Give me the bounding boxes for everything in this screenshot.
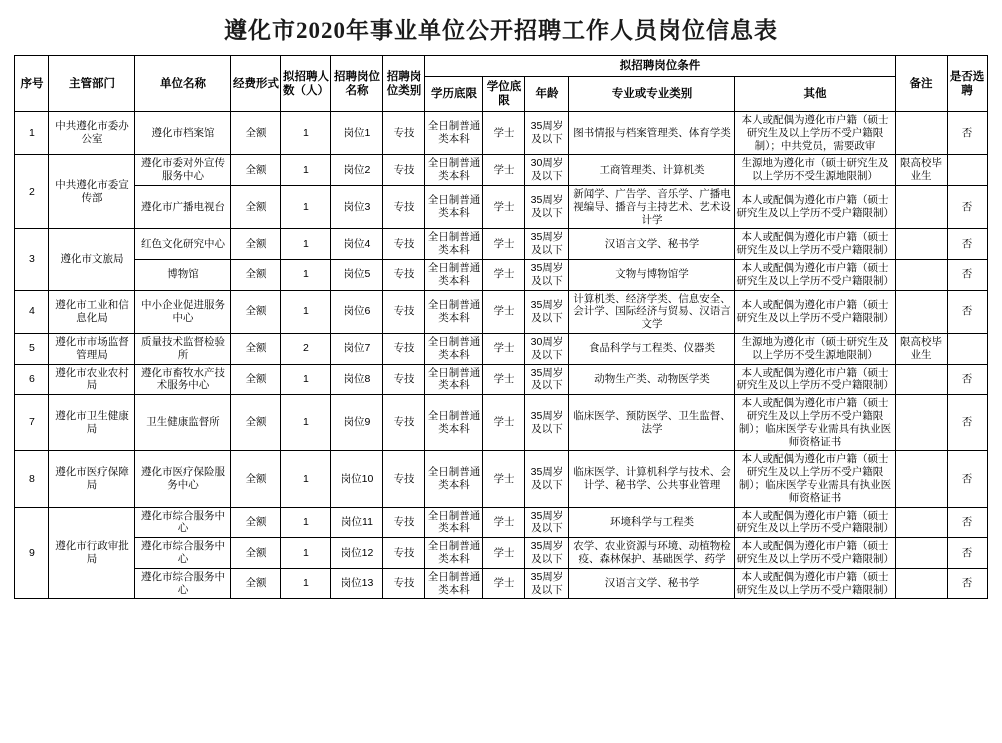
cell-post_type: 专技 (383, 568, 425, 599)
cell-seq: 3 (15, 229, 49, 290)
cell-unit: 遵化市医疗保险服务中心 (135, 451, 231, 507)
cell-post_type: 专技 (383, 334, 425, 365)
col-header-select: 是否选聘 (947, 56, 987, 112)
table-row (15, 186, 987, 229)
cell-degree: 学士 (483, 155, 525, 186)
cell-remark: 限高校毕业生 (895, 155, 947, 186)
cell-unit: 质量技术监督检验所 (135, 334, 231, 365)
cell-seq: 1 (15, 112, 49, 155)
cell-major: 汉语言文学、秘书学 (569, 229, 735, 260)
cell-unit: 遵化市委对外宣传服务中心 (135, 155, 231, 186)
cell-post_type: 专技 (383, 260, 425, 291)
cell-dept: 遵化市市场监督管理局 (49, 334, 135, 365)
cell-edu: 全日制普通类本科 (425, 364, 483, 395)
cell-select: 否 (947, 451, 987, 507)
cell-edu: 全日制普通类本科 (425, 538, 483, 569)
cell-post_name: 岗位11 (331, 507, 383, 538)
cell-edu: 全日制普通类本科 (425, 334, 483, 365)
cell-dept: 遵化市文旅局 (49, 229, 135, 290)
cell-major: 食品科学与工程类、仪器类 (569, 334, 735, 365)
cell-post_type: 专技 (383, 290, 425, 333)
cell-post_type: 专技 (383, 538, 425, 569)
cell-num: 1 (281, 155, 331, 186)
cell-major: 文物与博物馆学 (569, 260, 735, 291)
cell-fund: 全额 (231, 507, 281, 538)
cell-num: 1 (281, 538, 331, 569)
table-row (15, 290, 987, 333)
cell-major: 图书情报与档案管理类、体育学类 (569, 112, 735, 155)
cell-other: 本人或配偶为遵化市户籍（硕士研究生及以上学历不受户籍限制） (735, 507, 895, 538)
cell-select: 否 (947, 290, 987, 333)
cell-remark (895, 395, 947, 451)
cell-fund: 全额 (231, 155, 281, 186)
cell-edu: 全日制普通类本科 (425, 507, 483, 538)
cell-degree: 学士 (483, 451, 525, 507)
cell-fund: 全额 (231, 186, 281, 229)
col-header-conditions-group: 拟招聘岗位条件 (425, 56, 895, 77)
cell-fund: 全额 (231, 229, 281, 260)
table-body (15, 112, 987, 599)
cell-other: 本人或配偶为遵化市户籍（硕士研究生及以上学历不受户籍限制） (735, 229, 895, 260)
cell-degree: 学士 (483, 186, 525, 229)
cell-num: 1 (281, 229, 331, 260)
cell-select: 否 (947, 395, 987, 451)
recruitment-info-table (14, 55, 987, 599)
cell-fund: 全额 (231, 290, 281, 333)
table-row (15, 568, 987, 599)
col-header-fund: 经费形式 (231, 56, 281, 112)
cell-unit: 遵化市广播电视台 (135, 186, 231, 229)
cell-post_name: 岗位1 (331, 112, 383, 155)
cell-degree: 学士 (483, 334, 525, 365)
cell-age: 35周岁及以下 (525, 451, 569, 507)
col-header-seq: 序号 (15, 56, 49, 112)
cell-age: 35周岁及以下 (525, 364, 569, 395)
cell-post_name: 岗位12 (331, 538, 383, 569)
cell-post_name: 岗位9 (331, 395, 383, 451)
col-header-post-type: 招聘岗位类别 (383, 56, 425, 112)
cell-edu: 全日制普通类本科 (425, 186, 483, 229)
cell-age: 35周岁及以下 (525, 568, 569, 599)
cell-fund: 全额 (231, 260, 281, 291)
cell-degree: 学士 (483, 568, 525, 599)
cell-edu: 全日制普通类本科 (425, 451, 483, 507)
cell-unit: 遵化市综合服务中心 (135, 538, 231, 569)
table-row (15, 507, 987, 538)
cell-dept: 中共遵化市委宣传部 (49, 155, 135, 229)
cell-post_name: 岗位10 (331, 451, 383, 507)
cell-fund: 全额 (231, 112, 281, 155)
cell-unit: 遵化市综合服务中心 (135, 568, 231, 599)
cell-num: 1 (281, 451, 331, 507)
cell-select: 否 (947, 568, 987, 599)
cell-num: 1 (281, 186, 331, 229)
cell-post_type: 专技 (383, 112, 425, 155)
cell-age: 35周岁及以下 (525, 229, 569, 260)
cell-major: 计算机类、经济学类、信息安全、会计学、国际经济与贸易、汉语言文学 (569, 290, 735, 333)
cell-select (947, 334, 987, 365)
cell-num: 1 (281, 568, 331, 599)
cell-post_type: 专技 (383, 155, 425, 186)
cell-other: 本人或配偶为遵化市户籍（硕士研究生及以上学历不受户籍限制） (735, 260, 895, 291)
cell-remark (895, 290, 947, 333)
cell-remark (895, 112, 947, 155)
cell-num: 1 (281, 290, 331, 333)
header-row-1 (15, 56, 987, 77)
cell-num: 1 (281, 260, 331, 291)
cell-post_name: 岗位7 (331, 334, 383, 365)
table-row (15, 538, 987, 569)
cell-edu: 全日制普通类本科 (425, 395, 483, 451)
cell-major: 动物生产类、动物医学类 (569, 364, 735, 395)
cell-remark (895, 364, 947, 395)
cell-remark (895, 568, 947, 599)
cell-age: 35周岁及以下 (525, 538, 569, 569)
cell-fund: 全额 (231, 395, 281, 451)
cell-age: 35周岁及以下 (525, 290, 569, 333)
cell-other: 本人或配偶为遵化市户籍（硕士研究生及以上学历不受户籍限制） (735, 538, 895, 569)
cell-age: 30周岁及以下 (525, 334, 569, 365)
cell-post_name: 岗位3 (331, 186, 383, 229)
col-header-num: 拟招聘人数（人） (281, 56, 331, 112)
cell-age: 35周岁及以下 (525, 260, 569, 291)
cell-unit: 中小企业促进服务中心 (135, 290, 231, 333)
cell-dept: 遵化市行政审批局 (49, 507, 135, 599)
cell-select: 否 (947, 186, 987, 229)
cell-post_name: 岗位13 (331, 568, 383, 599)
cell-other: 生源地为遵化市（硕士研究生及以上学历不受生源地限制） (735, 155, 895, 186)
cell-seq: 8 (15, 451, 49, 507)
col-header-unit: 单位名称 (135, 56, 231, 112)
cell-remark (895, 186, 947, 229)
table-header (15, 56, 987, 112)
cell-degree: 学士 (483, 395, 525, 451)
table-row (15, 451, 987, 507)
cell-seq: 9 (15, 507, 49, 599)
table-row (15, 395, 987, 451)
cell-edu: 全日制普通类本科 (425, 155, 483, 186)
cell-unit: 红色文化研究中心 (135, 229, 231, 260)
cell-seq: 6 (15, 364, 49, 395)
cell-degree: 学士 (483, 364, 525, 395)
cell-unit: 卫生健康监督所 (135, 395, 231, 451)
col-header-edu: 学历底限 (425, 77, 483, 112)
cell-fund: 全额 (231, 334, 281, 365)
cell-seq: 2 (15, 155, 49, 229)
cell-post_name: 岗位8 (331, 364, 383, 395)
cell-select: 否 (947, 260, 987, 291)
cell-post_name: 岗位6 (331, 290, 383, 333)
cell-unit: 遵化市畜牧水产技术服务中心 (135, 364, 231, 395)
cell-post_name: 岗位4 (331, 229, 383, 260)
cell-post_type: 专技 (383, 229, 425, 260)
cell-major: 临床医学、计算机科学与技术、会计学、秘书学、公共事业管理 (569, 451, 735, 507)
cell-other: 本人或配偶为遵化市户籍（硕士研究生及以上学历不受户籍限制）；中共党员，需要政审 (735, 112, 895, 155)
table-row (15, 112, 987, 155)
cell-remark (895, 229, 947, 260)
cell-edu: 全日制普通类本科 (425, 260, 483, 291)
cell-major: 新闻学、广告学、音乐学、广播电视编导、播音与主持艺术、艺术设计学 (569, 186, 735, 229)
cell-major: 临床医学、预防医学、卫生监督、法学 (569, 395, 735, 451)
cell-select: 否 (947, 229, 987, 260)
cell-unit: 遵化市档案馆 (135, 112, 231, 155)
cell-age: 35周岁及以下 (525, 112, 569, 155)
col-header-other: 其他 (735, 77, 895, 112)
cell-fund: 全额 (231, 451, 281, 507)
col-header-age: 年龄 (525, 77, 569, 112)
table-row (15, 260, 987, 291)
table-row (15, 334, 987, 365)
col-header-dept: 主管部门 (49, 56, 135, 112)
cell-seq: 7 (15, 395, 49, 451)
cell-dept: 遵化市农业农村局 (49, 364, 135, 395)
cell-post_type: 专技 (383, 186, 425, 229)
cell-post_type: 专技 (383, 451, 425, 507)
cell-edu: 全日制普通类本科 (425, 112, 483, 155)
cell-age: 35周岁及以下 (525, 186, 569, 229)
cell-degree: 学士 (483, 507, 525, 538)
cell-degree: 学士 (483, 229, 525, 260)
cell-other: 本人或配偶为遵化市户籍（硕士研究生及以上学历不受户籍限制） (735, 568, 895, 599)
cell-unit: 博物馆 (135, 260, 231, 291)
table-row (15, 155, 987, 186)
cell-other: 本人或配偶为遵化市户籍（硕士研究生及以上学历不受户籍限制） (735, 290, 895, 333)
cell-post_name: 岗位5 (331, 260, 383, 291)
cell-age: 35周岁及以下 (525, 507, 569, 538)
cell-num: 2 (281, 334, 331, 365)
cell-major: 农学、农业资源与环境、动植物检疫、森林保护、基础医学、药学 (569, 538, 735, 569)
col-header-degree: 学位底限 (483, 77, 525, 112)
cell-remark (895, 507, 947, 538)
cell-num: 1 (281, 395, 331, 451)
cell-num: 1 (281, 112, 331, 155)
cell-post_name: 岗位2 (331, 155, 383, 186)
cell-major: 汉语言文学、秘书学 (569, 568, 735, 599)
col-header-remark: 备注 (895, 56, 947, 112)
cell-dept: 遵化市卫生健康局 (49, 395, 135, 451)
cell-major: 工商管理类、计算机类 (569, 155, 735, 186)
cell-num: 1 (281, 507, 331, 538)
cell-select (947, 155, 987, 186)
table-row (15, 229, 987, 260)
cell-degree: 学士 (483, 260, 525, 291)
cell-remark (895, 451, 947, 507)
table-row (15, 364, 987, 395)
cell-other: 本人或配偶为遵化市户籍（硕士研究生及以上学历不受户籍限制） (735, 186, 895, 229)
cell-other: 本人或配偶为遵化市户籍（硕士研究生及以上学历不受户籍限制） (735, 364, 895, 395)
cell-seq: 5 (15, 334, 49, 365)
cell-age: 30周岁及以下 (525, 155, 569, 186)
col-header-post-name: 招聘岗位名称 (331, 56, 383, 112)
cell-dept: 遵化市工业和信息化局 (49, 290, 135, 333)
cell-remark: 限高校毕业生 (895, 334, 947, 365)
cell-other: 生源地为遵化市（硕士研究生及以上学历不受生源地限制） (735, 334, 895, 365)
cell-select: 否 (947, 507, 987, 538)
cell-edu: 全日制普通类本科 (425, 568, 483, 599)
page-title: 遵化市2020年事业单位公开招聘工作人员岗位信息表 (224, 18, 778, 43)
cell-remark (895, 260, 947, 291)
cell-num: 1 (281, 364, 331, 395)
col-header-major: 专业或专业类别 (569, 77, 735, 112)
cell-dept: 中共遵化市委办公室 (49, 112, 135, 155)
cell-degree: 学士 (483, 112, 525, 155)
cell-edu: 全日制普通类本科 (425, 229, 483, 260)
cell-other: 本人或配偶为遵化市户籍（硕士研究生及以上学历不受户籍限制）；临床医学专业需具有执业医师资格证书 (735, 451, 895, 507)
cell-fund: 全额 (231, 364, 281, 395)
cell-unit: 遵化市综合服务中心 (135, 507, 231, 538)
cell-select: 否 (947, 112, 987, 155)
cell-major: 环境科学与工程类 (569, 507, 735, 538)
cell-post_type: 专技 (383, 364, 425, 395)
cell-remark (895, 538, 947, 569)
cell-degree: 学士 (483, 290, 525, 333)
cell-dept: 遵化市医疗保障局 (49, 451, 135, 507)
cell-seq: 4 (15, 290, 49, 333)
cell-select: 否 (947, 364, 987, 395)
cell-post_type: 专技 (383, 395, 425, 451)
cell-edu: 全日制普通类本科 (425, 290, 483, 333)
cell-age: 35周岁及以下 (525, 395, 569, 451)
cell-select: 否 (947, 538, 987, 569)
cell-degree: 学士 (483, 538, 525, 569)
cell-fund: 全额 (231, 538, 281, 569)
cell-fund: 全额 (231, 568, 281, 599)
cell-post_type: 专技 (383, 507, 425, 538)
cell-other: 本人或配偶为遵化市户籍（硕士研究生及以上学历不受户籍限制）；临床医学专业需具有执业医师资格证书 (735, 395, 895, 451)
